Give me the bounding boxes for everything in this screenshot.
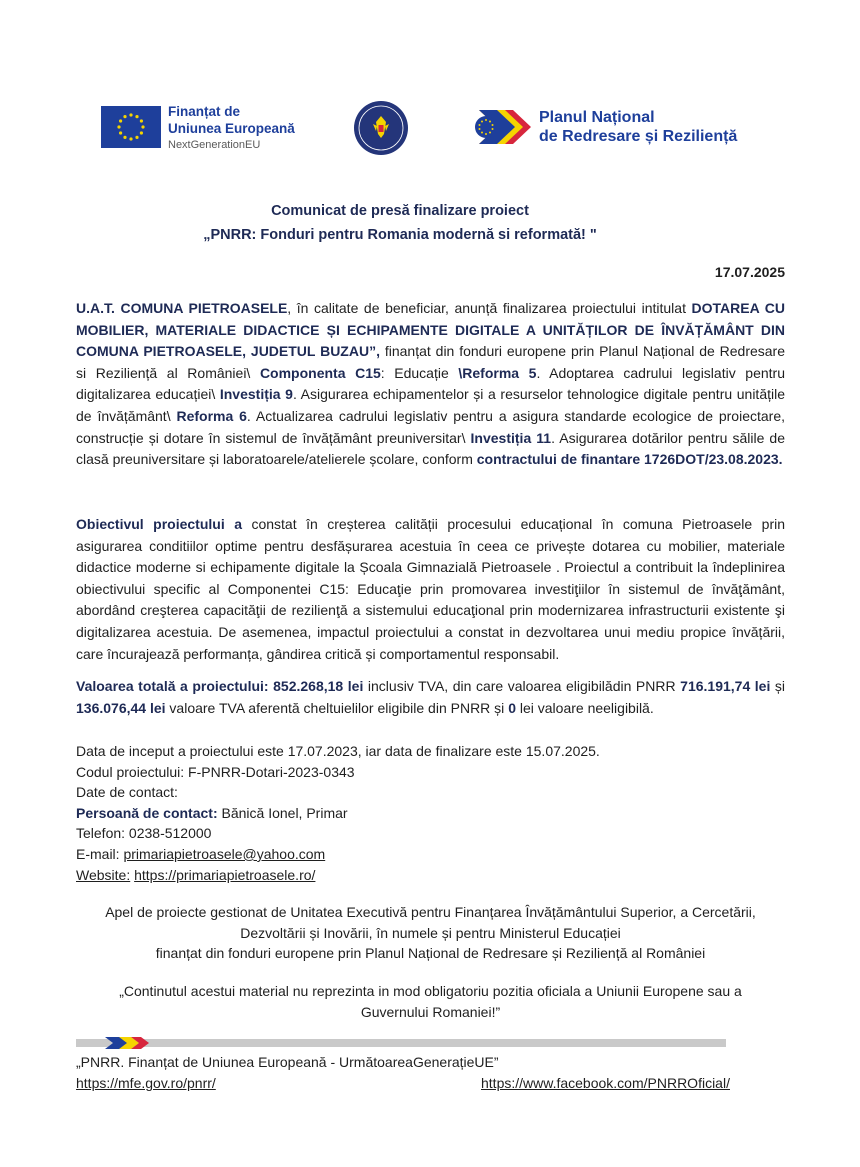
footer-arrow-icon [105,1037,149,1049]
footer-slogan: „PNRR. Finanțat de Uniunea Europeană - UrmătoareaGenerațieUE” [76,1054,499,1070]
contact-heading: Date de contact: [76,784,178,801]
contact-email [76,844,785,865]
vat-value: 136.076,44 lei [76,699,166,716]
pnrr-text-line1: Planul Național [539,109,655,126]
reform-6-label: Reforma 6 [176,407,247,424]
reform-5-label: \Reforma 5 [458,364,537,381]
document-title-line2: „PNRR: Fonduri pentru Romania modernă si reformată! " [203,227,597,243]
intro-text-3: : Educație [380,364,459,381]
project-dates: Data de inceput a proiectului este 17.07.2023, iar data de finalizare este 15.07.2025. [76,743,600,759]
contact-phone: Telefon: 0238-512000 [76,825,212,842]
project-code: Codul proiectului: F-PNRR-Dotari-2023-0343 [76,763,355,780]
contact-person [76,803,785,824]
contact-person-label: Persoană de contact: [76,804,218,821]
investment-11-label: Investiția 11 [470,429,552,446]
pnrr-text-line2: de Redresare și Reziliență [539,128,738,145]
footer-link-mfe[interactable]: https://mfe.gov.ro/pnrr/ [76,1075,216,1091]
website-link[interactable]: https://primariapietroasele.ro/ [134,866,316,883]
intro-text-4: . Adoptarea cadrului legislativ pentru digitalizarea educației\ [76,364,786,403]
paragraph-project-intro [76,298,785,471]
intro-text-6: . Actualizarea cadrului legislativ pentru a asigura standarde ecologice de proiectare, construcție și dotare în sistemul de învățământ preuniversitar\ [76,407,786,446]
eu-text-line2: Uniunea Europeană [168,121,295,136]
intro-text-1: , în calitate de beneficiar, anunță finalizarea proiectului intitulat [287,300,692,316]
intro-text-2: finanțat din fonduri europene prin Planul Național de Redresare si Reziliență al României\ [76,343,786,381]
eligible-value: 716.191,74 lei [680,678,771,694]
paragraph-objective [76,514,785,665]
call-info [76,902,785,964]
call-info-line1: Apel de proiecte gestionat de Unitatea Executivă pentru Finanțarea Învățământului Superior, a Cercetării, [105,904,756,920]
romanian-government-seal-icon [353,100,409,156]
call-info-line3: finanțat din fonduri europene prin Planul Național de Redresare și Reziliență al României [155,945,706,961]
footer-link-facebook[interactable]: https://www.facebook.com/PNRROficial/ [481,1075,730,1091]
intro-text-5: . Asigurarea echipamentelor și a resurselor tehnologice digitale pentru unitățile de învățământ\ [76,386,786,424]
investment-9-label: Investiția 9 [219,386,293,403]
document-title-line1: Comunicat de presă finalizare proiect [271,203,529,219]
call-info-line2: Dezvoltării și Inovării, în numele și pentru Ministerul Educației [240,924,621,941]
component-label: Componenta C15 [259,364,381,381]
ineligible-value: 0 [508,699,516,716]
disclaimer-line2: Guvernului Romaniei!” [360,1003,501,1020]
contract-reference: contractului de finantare 1726DOT/23.08.2023. [476,451,783,468]
eu-text-line1: Finanțat de [168,104,241,119]
beneficiary-name: U.A.T. COMUNA PIETROASELE [76,300,288,316]
value-text-1: inclusiv TVA, din care valoarea eligibilădin PNRR [363,678,681,694]
value-text-2: și [770,678,786,694]
objective-text: constat în creșterea calității procesului educațional în comuna Pietroasele prin asigurarea conditiilor optime pentru desfășurarea acestuia în ceea ce privește dotarea cu mobilier, materiale didactice moderne si echipamente digitale la Școala Gimnazială Pietroasele . Proiectul a contribuit la îndeplinirea obiectivului specific al Componentei C15: Educaţie prin promovarea investiţiilor în sistemul de învăţământ, abordând creşterea capacităţii de rezilienţă a sistemului educaţional prin modernizarea infrastructurii existente şi digitalizarea acestuia. De asemenea, impactul proiectului a constat in dezvoltarea unui mediu propice învățării, care încurajează performanța, gândirea critică și comportamentul responsabil. [76,516,785,662]
footer-divider [76,1039,726,1047]
contact-person-value: Bănică Ionel, Primar [217,804,348,821]
website-label: Website: [76,866,131,883]
pnrr-logo-text [539,108,737,146]
email-link[interactable]: primariapietroasele@yahoo.com [123,845,326,862]
value-text-4: lei valoare neeligibilă. [515,699,654,716]
email-label: E-mail: [76,845,124,862]
contact-website [76,865,785,886]
document-date: 17.07.2025 [714,264,785,280]
project-info [76,741,785,885]
paragraph-value [76,676,785,719]
disclaimer [76,981,785,1022]
total-value: Valoarea totală a proiectului: 852.268,18 lei [76,678,364,694]
pnrr-logo-icon [473,108,535,146]
objective-label: Obiectivul proiectului a [76,516,242,532]
eu-text-line3: NextGenerationEU [168,139,261,151]
value-text-3: valoare TVA aferentă cheltuielilor eligibile din PNRR și [165,699,509,716]
eu-flag-icon [101,106,161,148]
eu-funding-text [168,103,295,154]
intro-text-7: . Asigurarea dotărilor pentru sălile de clasă preuniversitare și laboratoarele/atelierele școlare, conform [76,429,785,468]
project-title: DOTAREA CU MOBILIER, MATERIALE DIDACTICE ȘI ECHIPAMENTE DIGITALE A UNITĂȚILOR DE ÎNVĂȚĂMÂNT DIN COMUNA PIETROASELE, JUDETUL BUZAU”, [76,300,785,360]
disclaimer-line1: „Continutul acestui material nu reprezinta in mod obligatoriu pozitia oficiala a Uniunii Europene sau a [119,983,742,999]
